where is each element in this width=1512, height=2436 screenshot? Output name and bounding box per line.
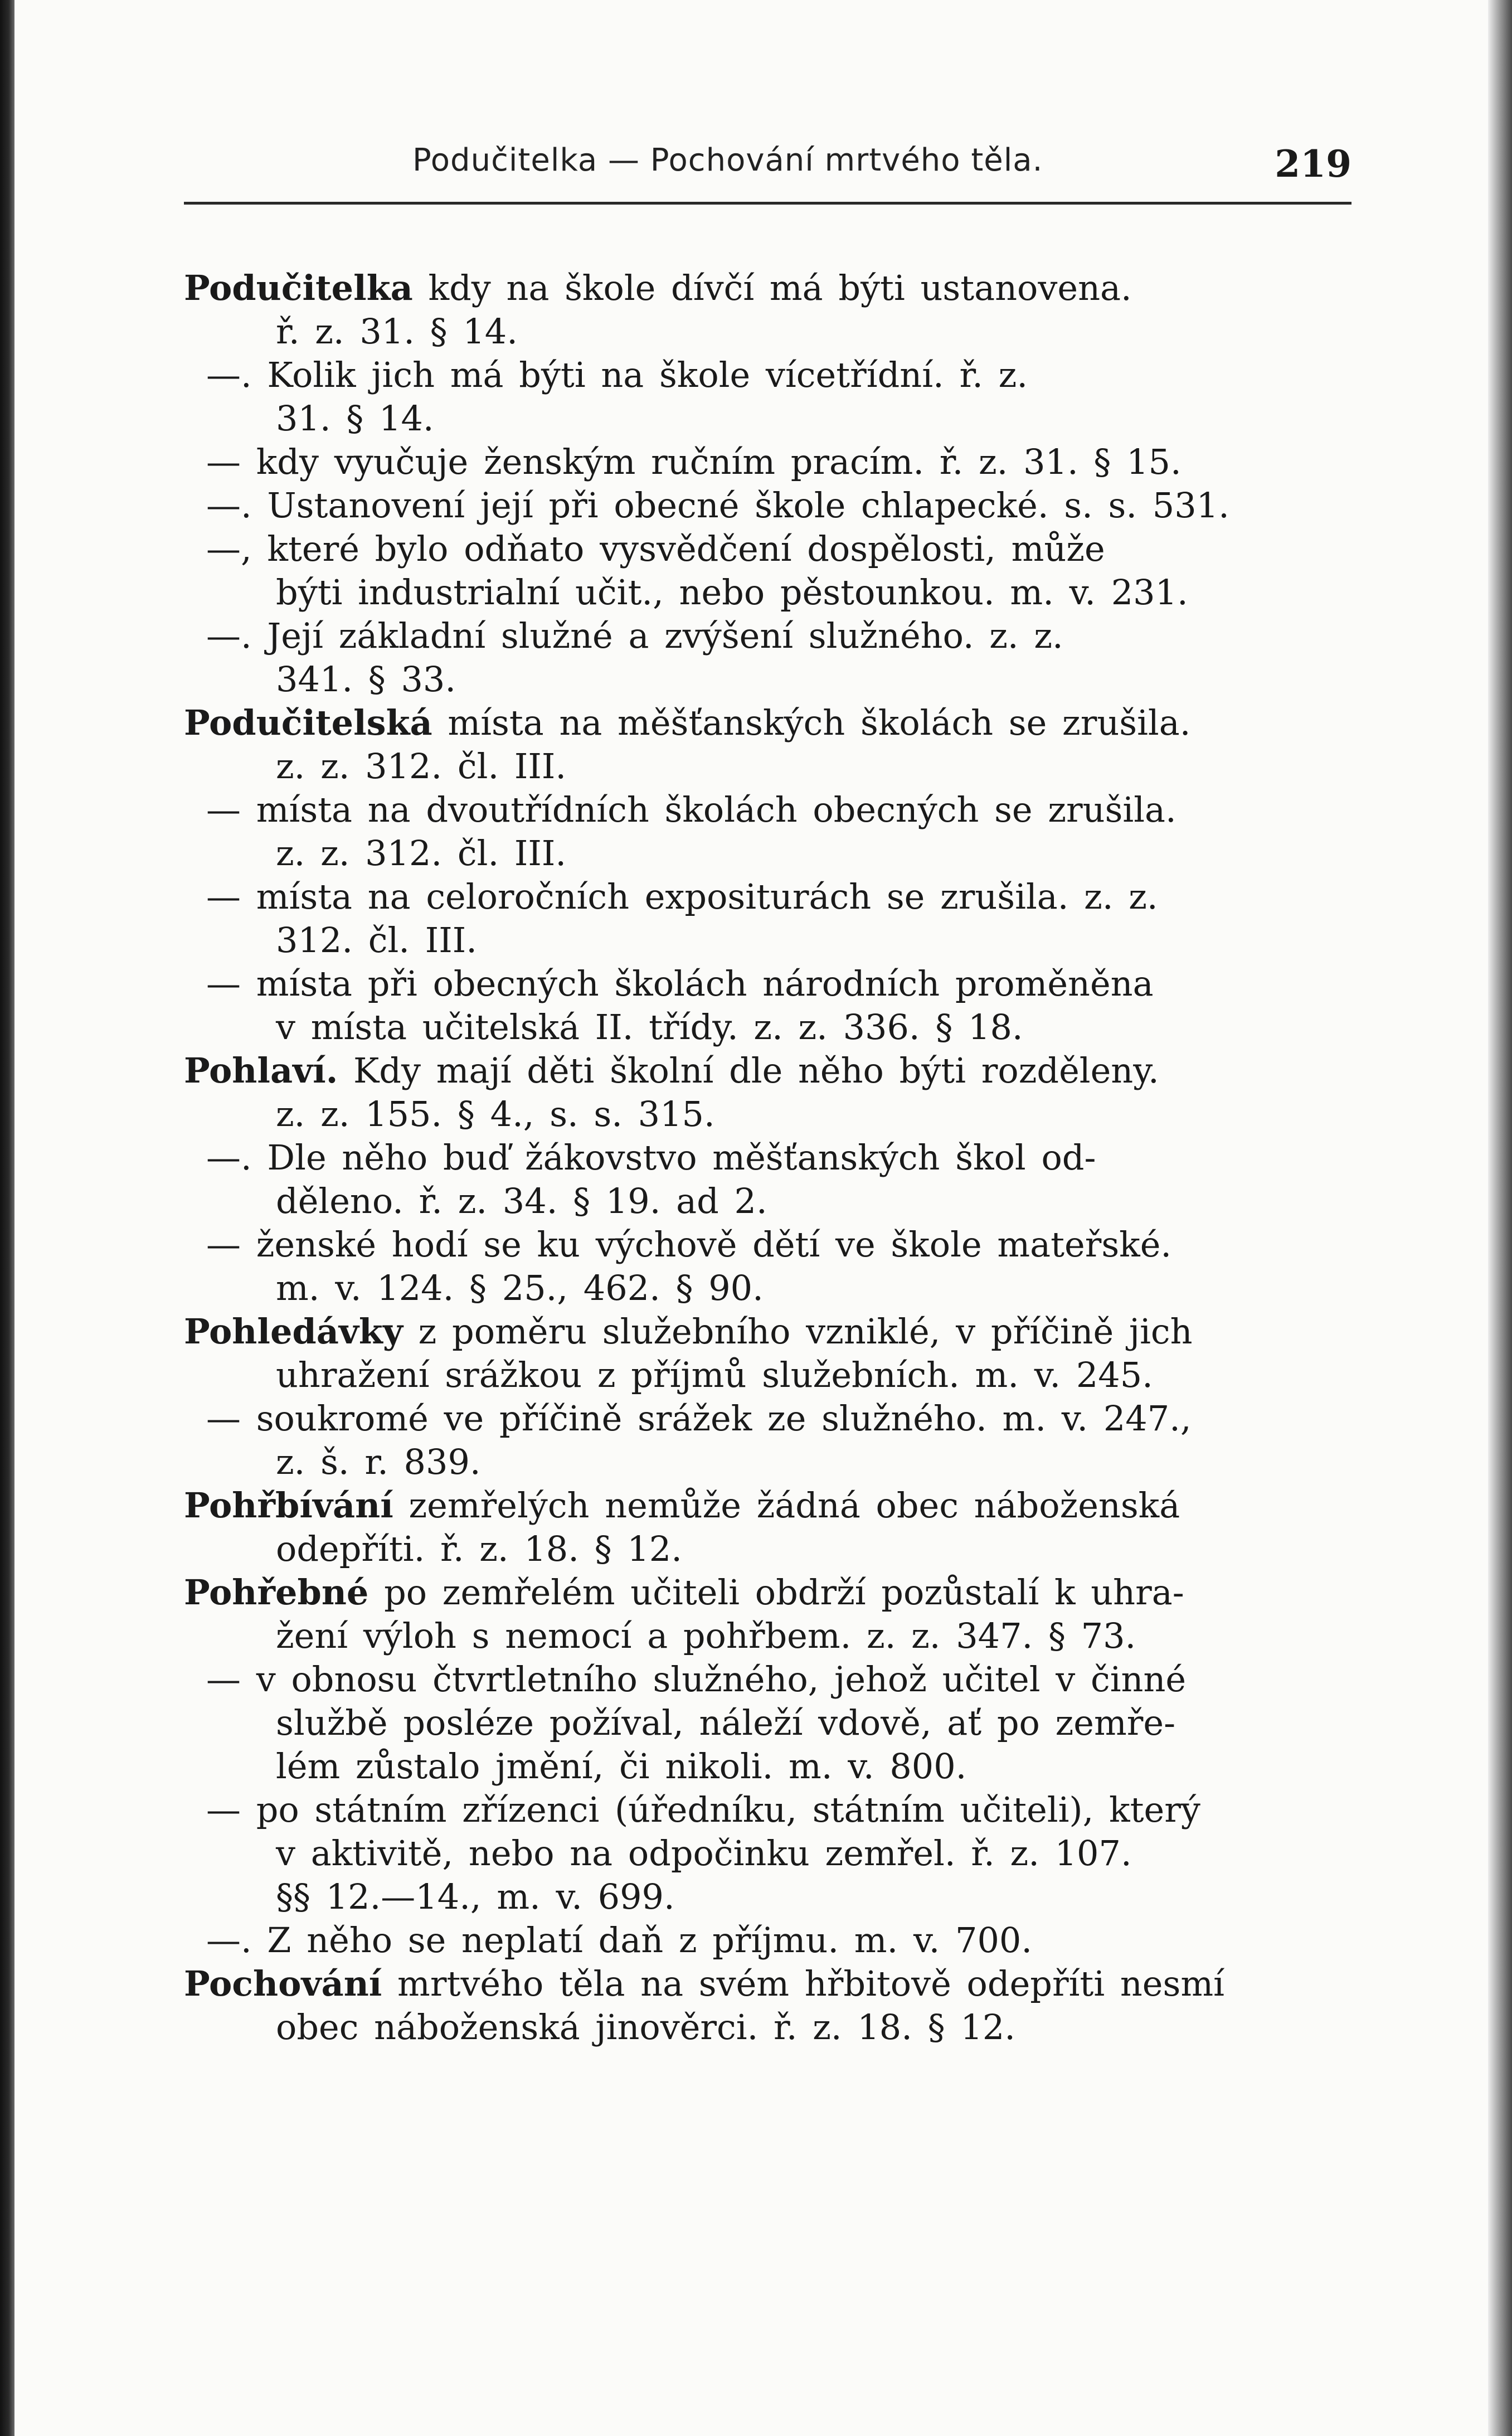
subentry-continuation-line: býti industrialní učit., nebo pěstounkou. m. v. 231. [276, 572, 1188, 613]
index-entry [184, 266, 1351, 701]
subentry-continuation-line: z. š. r. 839. [276, 1442, 481, 1482]
entry-first-line [184, 1049, 1351, 1093]
subentry-line: —. Její základní služné a zvýšení služného. z. z. [206, 615, 1063, 656]
page-header [184, 142, 1351, 195]
entry-first-line [184, 1962, 1351, 2006]
running-head: Podučitelka — Pochování mrtvého těla. [412, 142, 1043, 178]
subentry-continuation-line: lém zůstalo jmění, či nikoli. m. v. 800. [276, 1746, 967, 1787]
subentry-continuation-line: 312. čl. III. [276, 920, 477, 960]
header-rule [184, 202, 1351, 205]
entry-term: Pohlaví. [184, 1050, 338, 1091]
entry-continuation-line: žení výloh s nemocí a pohřbem. z. z. 347. § 73. [276, 1615, 1136, 1656]
index-entries [184, 266, 1351, 2049]
subentry-continuation-line: v aktivitě, nebo na odpočinku zemřel. ř. z. 107. [276, 1833, 1132, 1874]
entry-continuation-line: obec náboženská jinověrci. ř. z. 18. § 12. [276, 2007, 1015, 2047]
entry-text: místa na měšťanských školách se zrušila. [432, 702, 1191, 743]
index-entry [184, 1049, 1351, 1310]
entry-first-line [184, 1571, 1351, 1614]
index-entry [184, 1571, 1351, 1962]
entry-text: mrtvého těla na svém hřbitově odepříti nesmí [382, 1963, 1224, 2004]
subentry-line: —. Ustanovení její při obecné škole chlapecké. s. s. 531. [206, 485, 1229, 526]
entry-first-line [184, 1310, 1351, 1353]
index-entry [184, 1310, 1351, 1484]
subentry-line: — místa při obecných školách národních proměněna [206, 963, 1154, 1004]
entry-term: Podučitelka [184, 268, 413, 308]
subentry-line: —. Kolik jich má býti na škole vícetřídní. ř. z. [206, 355, 1028, 395]
page-edge-left [0, 0, 14, 2436]
page-number: 219 [1275, 142, 1351, 186]
subentry-line: — místa na celoročních expositurách se zrušila. z. z. [206, 876, 1158, 917]
subentry-continuation-line: m. v. 124. § 25., 462. § 90. [276, 1268, 764, 1308]
entry-term: Pohřbívání [184, 1485, 393, 1526]
entry-continuation-line: z. z. 312. čl. III. [276, 746, 567, 787]
entry-first-line [184, 701, 1351, 745]
subentry-line: — po státním zřízenci (úředníku, státním učiteli), který [206, 1789, 1200, 1830]
entry-text: zemřelých nemůže žádná obec náboženská [393, 1485, 1180, 1526]
entry-continuation-line: ř. z. 31. § 14. [276, 311, 518, 352]
entry-first-line [184, 1484, 1351, 1527]
entry-term: Pochování [184, 1963, 382, 2004]
subentry-line: — v obnosu čtvrtletního služného, jehož učitel v činné [206, 1659, 1187, 1700]
entry-text: po zemřelém učiteli obdrží pozůstalí k uhra- [368, 1572, 1184, 1613]
index-entry [184, 1484, 1351, 1571]
subentry-continuation-line: §§ 12.—14., m. v. 699. [276, 1876, 675, 1917]
subentry-continuation-line: 341. § 33. [276, 659, 456, 700]
entry-continuation-line: z. z. 155. § 4., s. s. 315. [276, 1094, 715, 1134]
entry-text: Kdy mají děti školní dle něho býti rozděleny. [338, 1050, 1159, 1091]
subentry-line: — kdy vyučuje ženským ručním pracím. ř. z. 31. § 15. [206, 441, 1182, 482]
entry-continuation-line: uhražení srážkou z příjmů služebních. m. v. 245. [276, 1355, 1153, 1395]
index-entry [184, 701, 1351, 1049]
entry-text: z poměru služebního vzniklé, v příčině jich [402, 1311, 1193, 1352]
subentry-continuation-line: v místa učitelská II. třídy. z. z. 336. § 18. [276, 1007, 1023, 1047]
subentry-line: — soukromé ve příčině srážek ze služného. m. v. 247., [206, 1398, 1192, 1439]
entry-term: Pohřebné [184, 1572, 369, 1613]
subentry-line: —. Dle něho buď žákovstvo měšťanských škol od- [206, 1137, 1096, 1178]
subentry-continuation-line: službě posléze požíval, náleží vdově, ať po zemře- [276, 1702, 1176, 1743]
subentry-continuation-line: děleno. ř. z. 34. § 19. ad 2. [276, 1181, 767, 1221]
entry-term: Podučitelská [184, 702, 432, 743]
subentry-continuation-line: z. z. 312. čl. III. [276, 833, 567, 874]
subentry-line: —, které bylo odňato vysvědčení dospělosti, může [206, 528, 1105, 569]
index-entry [184, 1962, 1351, 2049]
subentry-line: — místa na dvoutřídních školách obecných se zrušila. [206, 789, 1176, 830]
entry-text: kdy na škole dívčí má býti ustanovena. [412, 268, 1132, 308]
subentry-line: — ženské hodí se ku výchově dětí ve škole mateřské. [206, 1224, 1172, 1265]
entry-first-line [184, 266, 1351, 310]
subentry-line: —. Z něho se neplatí daň z příjmu. m. v. 700. [206, 1920, 1033, 1961]
subentry-continuation-line: 31. § 14. [276, 398, 434, 439]
entry-continuation-line: odepříti. ř. z. 18. § 12. [276, 1528, 682, 1569]
page-edge-right [1488, 0, 1512, 2436]
entry-term: Pohledávky [184, 1311, 403, 1352]
